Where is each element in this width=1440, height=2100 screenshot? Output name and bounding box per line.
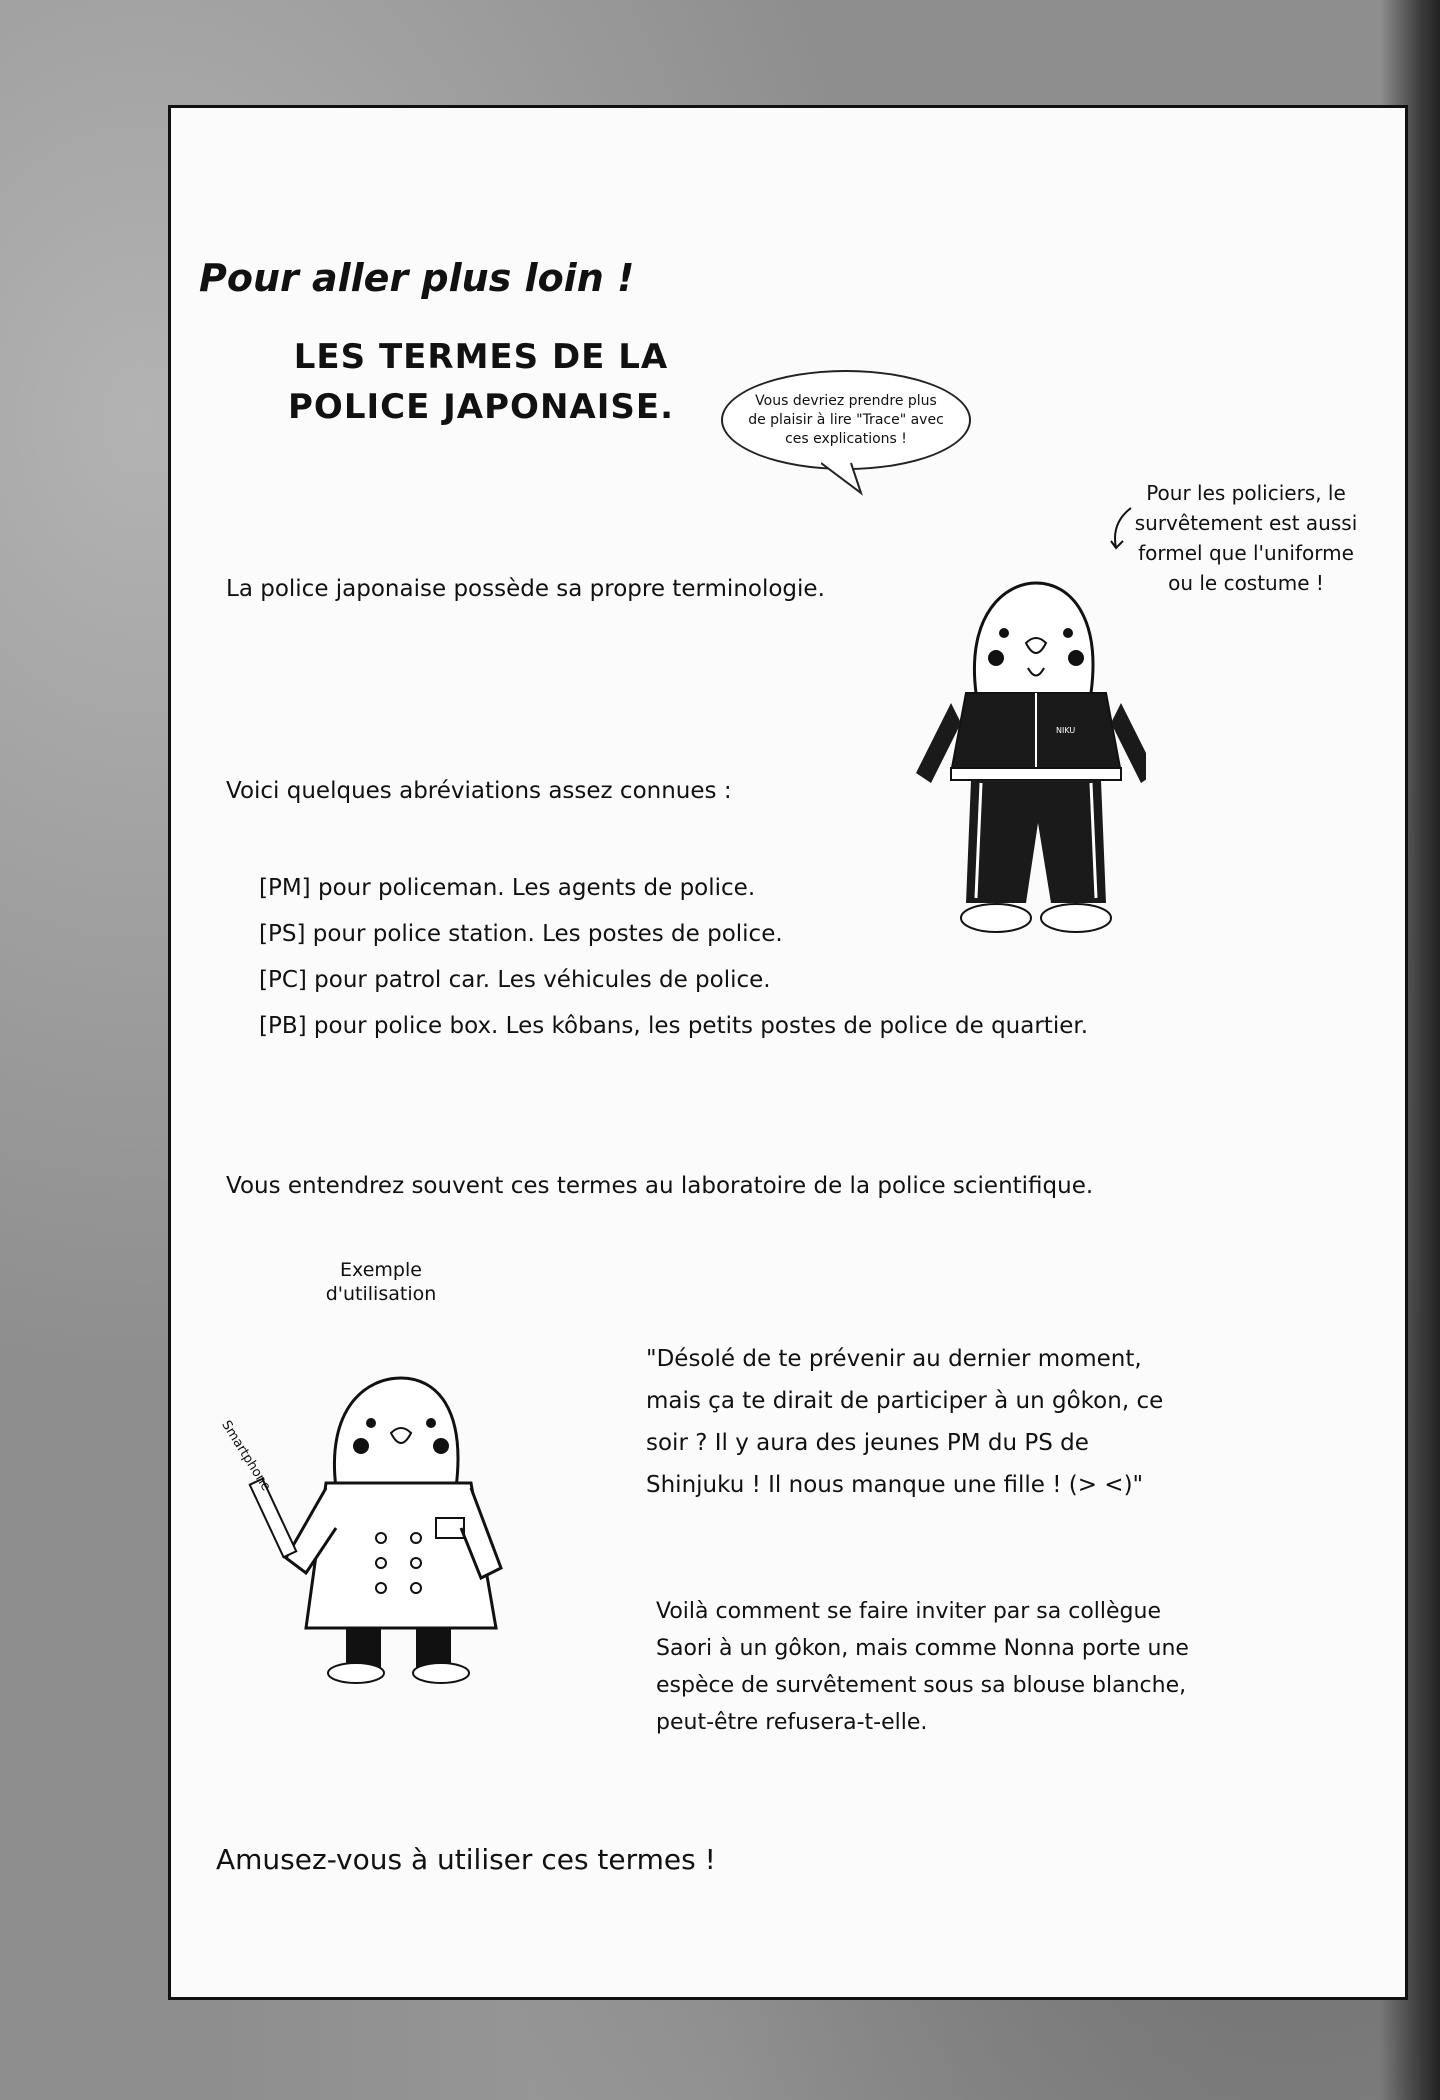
smartphone-label: Smartphone	[218, 1418, 274, 1494]
abbreviation-list	[259, 865, 1088, 1049]
page-panel	[168, 105, 1408, 2000]
jacket-logo: NIKU	[1056, 726, 1076, 735]
list-item: [PS] pour police station. Les postes de police.	[259, 921, 783, 947]
example-explanation: Voilà comment se faire inviter par sa collègue Saori à un gôkon, mais comme Nonna porte une espèce de survêtement sous sa blouse blanche, peut-être refusera-t-elle.	[656, 1599, 1189, 1735]
speech-bubble-text: Vous devriez prendre plus de plaisir à lire "Trace" avec ces explications !	[748, 392, 944, 447]
example-quote: "Désolé de te prévenir au dernier moment, mais ça te dirait de participer à un gôkon, ce soir ? Il y aura des jeunes PM du PS de Shinjuku ! Il nous manque une fille ! (> <)"	[646, 1346, 1164, 1498]
abbrev-intro-text: Voici quelques abréviations assez connues :	[226, 778, 732, 804]
lab-note-text: Vous entendrez souvent ces termes au laboratoire de la police scientifique.	[226, 1173, 1094, 1199]
list-item: [PM] pour policeman. Les agents de police.	[259, 875, 756, 901]
speech-bubble-tail	[821, 458, 881, 498]
page-heading: Pour aller plus loin !	[199, 256, 635, 300]
intro-text: La police japonaise possède sa propre terminologie.	[226, 576, 825, 602]
page-subheading: LES TERMES DE LA POLICE JAPONAISE.	[288, 337, 674, 427]
example-label: Exemple d'utilisation	[325, 1259, 437, 1305]
speech-bubble	[721, 370, 971, 470]
closing-text: Amusez-vous à utiliser ces termes !	[216, 1843, 716, 1876]
bird-labcoat-illustration	[226, 1368, 546, 1688]
list-item: [PB] pour police box. Les kôbans, les petits postes de police de quartier.	[259, 1013, 1089, 1039]
side-note: Pour les policiers, le survêtement est aussi formel que l'uniforme ou le costume !	[1134, 481, 1358, 595]
list-item: [PC] pour patrol car. Les véhicules de police.	[259, 967, 771, 993]
